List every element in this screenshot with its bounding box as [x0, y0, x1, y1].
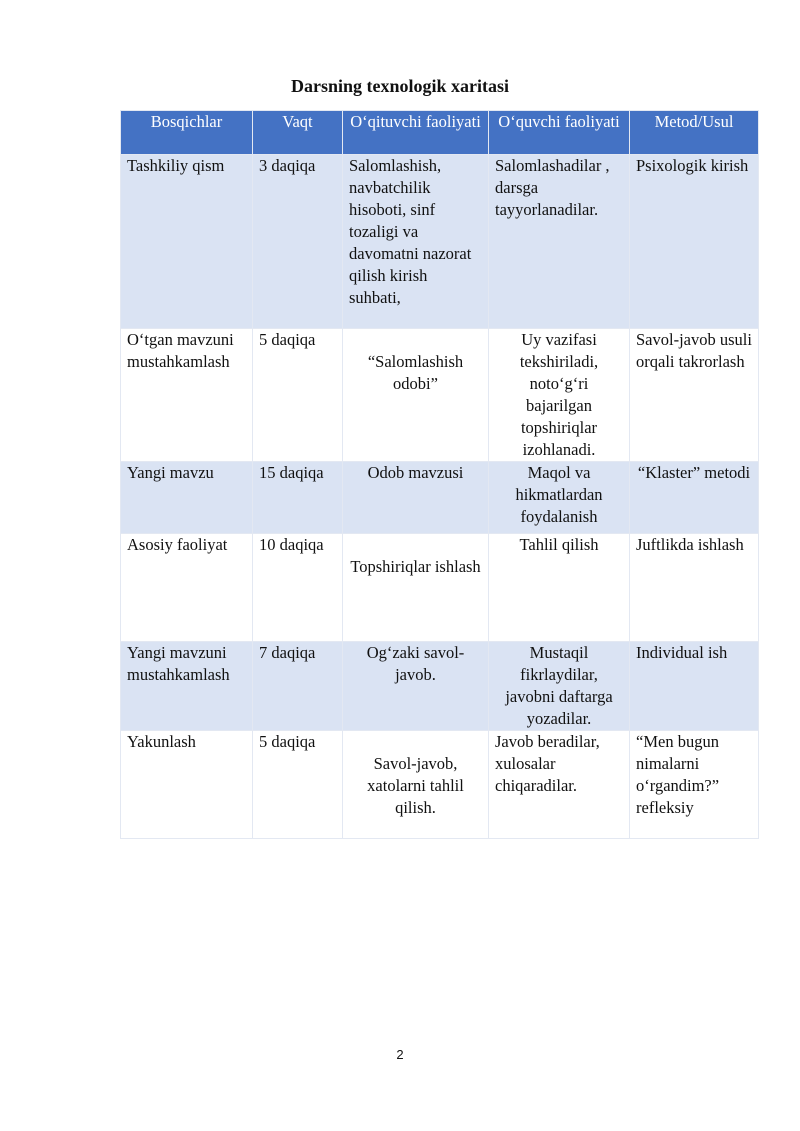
cell-student-activity: Tahlil qilish — [489, 534, 630, 642]
table-row — [121, 462, 759, 534]
header-method: Metod/Usul — [630, 111, 759, 155]
cell-method: Juftlikda ishlash — [630, 534, 759, 642]
cell-text: Topshiriqlar ishlash — [350, 557, 481, 576]
cell-method: Savol-javob usuli orqali takrorlash — [630, 329, 759, 462]
cell-student-activity: Javob beradilar, xulosalar chiqaradilar. — [489, 731, 630, 839]
cell-stage: O‘tgan mavzuni mustahkamlash — [121, 329, 253, 462]
table-row — [121, 329, 759, 462]
cell-student-activity: Uy vazifasi tekshiriladi, noto‘g‘ri bajarilgan topshiriqlar izohlanadi. — [489, 329, 630, 462]
table-row — [121, 731, 759, 839]
cell-stage: Yakunlash — [121, 731, 253, 839]
cell-teacher-activity — [343, 329, 489, 462]
cell-student-activity: Maqol va hikmatlardan foydalanish — [489, 462, 630, 534]
table-row — [121, 155, 759, 329]
cell-time: 5 daqiqa — [253, 329, 343, 462]
cell-time: 10 daqiqa — [253, 534, 343, 642]
cell-stage: Tashkiliy qism — [121, 155, 253, 329]
cell-stage: Asosiy faoliyat — [121, 534, 253, 642]
cell-stage: Yangi mavzu — [121, 462, 253, 534]
cell-student-activity: Mustaqil fikrlaydilar, javobni daftarga yozadilar. — [489, 642, 630, 731]
cell-teacher-activity — [343, 534, 489, 642]
header-student-activity: O‘quvchi faoliyati — [489, 111, 630, 155]
cell-text: Savol-javob, xatolarni tahlil qilish. — [367, 754, 464, 817]
cell-time: 3 daqiqa — [253, 155, 343, 329]
cell-teacher-activity: Odob mavzusi — [343, 462, 489, 534]
cell-time: 15 daqiqa — [253, 462, 343, 534]
cell-stage: Yangi mavzuni mustahkamlash — [121, 642, 253, 731]
header-time: Vaqt — [253, 111, 343, 155]
cell-method: “Men bugun nimalarni o‘rgandim?” refleksiy — [630, 731, 759, 839]
cell-teacher-activity: Salomlashish, navbatchilik hisoboti, sinf tozaligi va davomatni nazorat qilish kirish suhbati, — [343, 155, 489, 329]
header-stage: Bosqichlar — [121, 111, 253, 155]
cell-student-activity: Salomlashadilar , darsga tayyorlanadilar. — [489, 155, 630, 329]
cell-method: “Klaster” metodi — [630, 462, 759, 534]
cell-time: 7 daqiqa — [253, 642, 343, 731]
page-title: Darsning texnologik xaritasi — [290, 76, 509, 96]
cell-method: Individual ish — [630, 642, 759, 731]
cell-time: 5 daqiqa — [253, 731, 343, 839]
cell-teacher-activity — [343, 731, 489, 839]
cell-teacher-activity: Og‘zaki savol-javob. — [343, 642, 489, 731]
table-row — [121, 642, 759, 731]
cell-text: “Salomlashish odobi” — [367, 352, 464, 393]
technology-map-table — [120, 110, 759, 839]
cell-method: Psixologik kirish — [630, 155, 759, 329]
page-number: 2 — [396, 1047, 404, 1062]
table-header-row — [121, 111, 759, 155]
header-teacher-activity: O‘qituvchi faoliyati — [343, 111, 489, 155]
table-row — [121, 534, 759, 642]
